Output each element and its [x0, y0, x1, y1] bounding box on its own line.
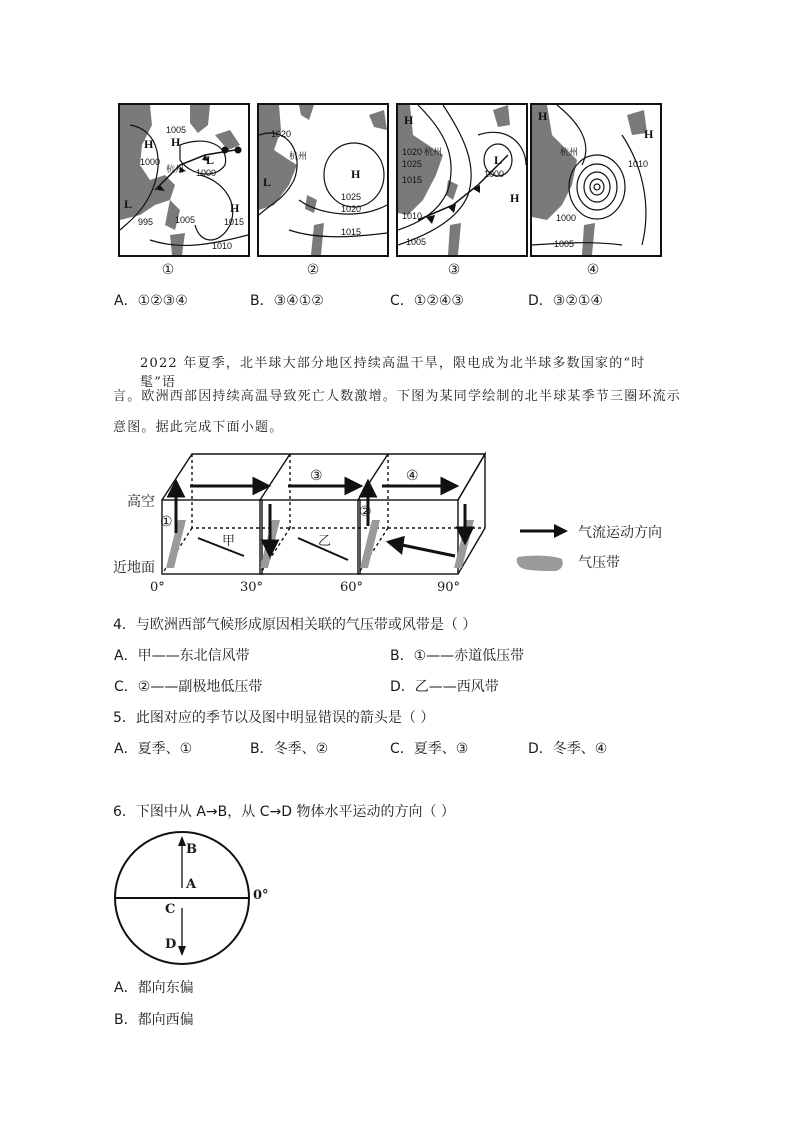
legend-belt-label: 气压带 [578, 555, 620, 571]
q3-option-d[interactable]: D．③②①④ [528, 293, 603, 309]
weather-map-1 [118, 103, 250, 257]
low-pressure-mark: L [494, 153, 503, 167]
isobar-label: 1000 [556, 213, 577, 223]
point-a-label: A [186, 877, 197, 892]
weather-map-2 [257, 103, 389, 257]
equator-label: 0° [253, 888, 269, 903]
q5-option-d[interactable]: D．冬季、④ [528, 741, 608, 757]
high-pressure-mark: H [351, 167, 361, 181]
isobar-label: 995 [138, 217, 154, 227]
point-b-label: B [186, 842, 197, 857]
city-label: 杭州 [166, 164, 185, 174]
isobar-label: 1015 [402, 175, 423, 185]
point-d-label: D [165, 937, 177, 952]
question-4-stem: 4．与欧洲西部气候形成原因相关联的气压带或风带是（ ） [113, 617, 477, 633]
isobar-label: 1020 [402, 147, 423, 157]
wind-label-jia: 甲 [222, 534, 236, 549]
isobar-label: 1005 [554, 239, 575, 249]
legend-arrow-label: 气流运动方向 [578, 525, 662, 541]
q4-option-b[interactable]: B．①——赤道低压带 [390, 648, 525, 664]
arrow-label-4: ④ [406, 468, 419, 484]
isobar-label: 1010 [402, 211, 423, 221]
isobar-label: 1000 [140, 157, 161, 167]
isobar-label: 1005 [175, 215, 196, 225]
high-pressure-mark: H [644, 127, 654, 141]
lat-tick-0: 0° [150, 580, 165, 595]
high-pressure-mark: H [144, 137, 154, 151]
isobar-label: 1005 [166, 125, 187, 135]
q6-option-b[interactable]: B．都向西偏 [114, 1012, 194, 1028]
isobar-label: 1010 [212, 241, 233, 251]
legend-arrow-icon [520, 523, 570, 539]
city-label: 杭州 [560, 147, 579, 157]
passage-line-3: 意图。据此完成下面小题。 [113, 420, 284, 435]
isobar-label: 1000 [484, 169, 505, 179]
low-pressure-mark: L [124, 197, 133, 211]
legend-belt-icon [516, 553, 566, 573]
lat-tick-60: 60° [340, 580, 364, 595]
weather-map-4 [530, 103, 662, 257]
surface-label: 近地面 [113, 560, 155, 576]
q4-option-c[interactable]: C．②——副极地低压带 [114, 679, 263, 695]
q4-option-d[interactable]: D．乙——西风带 [390, 679, 499, 695]
wind-label-yi: 乙 [318, 534, 332, 549]
high-pressure-mark: H [510, 191, 520, 205]
q4-option-a[interactable]: A．甲——东北信风带 [114, 648, 250, 664]
passage-line-2: 言。欧洲西部因持续高温导致死亡人数激增。下图为某同学绘制的北半球某季节三圈环流示 [113, 389, 682, 404]
upper-air-label: 高空 [127, 494, 155, 510]
low-pressure-mark: L [206, 153, 215, 167]
lat-tick-30: 30° [240, 580, 264, 595]
arrow-label-3: ③ [310, 468, 323, 484]
low-pressure-mark: L [263, 175, 272, 189]
arrow-label-1: ① [160, 514, 173, 530]
isobar-label: 1020 [341, 204, 362, 214]
isobar-label: 1015 [341, 227, 362, 237]
q3-option-a[interactable]: A．①②③④ [114, 293, 188, 309]
high-pressure-mark: H [230, 201, 240, 215]
map-number: ① [161, 262, 175, 278]
isobar-label: 1025 [341, 192, 362, 202]
map-number: ② [306, 262, 320, 278]
question-5-stem: 5．此图对应的季节以及图中明显错误的箭头是（ ） [113, 710, 435, 726]
isobar-label: 1010 [628, 159, 649, 169]
q5-option-c[interactable]: C．夏季、③ [390, 741, 469, 757]
point-c-label: C [165, 902, 176, 917]
high-pressure-mark: H [538, 109, 548, 123]
city-label: 杭州 [424, 147, 443, 157]
isobar-label: 1005 [406, 237, 427, 247]
q3-option-c[interactable]: C．①②④③ [390, 293, 464, 309]
isobar-label: 1015 [224, 217, 245, 227]
isobar-label: 1025 [402, 159, 423, 169]
isobar-label: 1000 [196, 168, 217, 178]
map-number: ④ [586, 262, 600, 278]
city-label: 杭州 [289, 151, 308, 161]
high-pressure-mark: H [171, 135, 181, 149]
passage-line-1: 2022 年夏季，北半球大部分地区持续高温干旱，限电成为北半球多数国家的“时髦”语 [140, 356, 646, 390]
question-6-stem: 6．下图中从 A→B，从 C→D 物体水平运动的方向（ ） [113, 804, 455, 820]
lat-tick-90: 90° [437, 580, 461, 595]
q3-option-b[interactable]: B．③④①② [250, 293, 324, 309]
hemisphere-figure [112, 830, 282, 970]
arrow-label-2: ② [359, 504, 372, 520]
weather-map-3 [396, 103, 528, 257]
q5-option-b[interactable]: B．冬季、② [250, 741, 329, 757]
q5-option-a[interactable]: A．夏季、① [114, 741, 193, 757]
isobar-label: 1020 [271, 129, 292, 139]
q6-option-a[interactable]: A．都向东偏 [114, 980, 194, 996]
map-number: ③ [447, 262, 461, 278]
high-pressure-mark: H [404, 113, 414, 127]
